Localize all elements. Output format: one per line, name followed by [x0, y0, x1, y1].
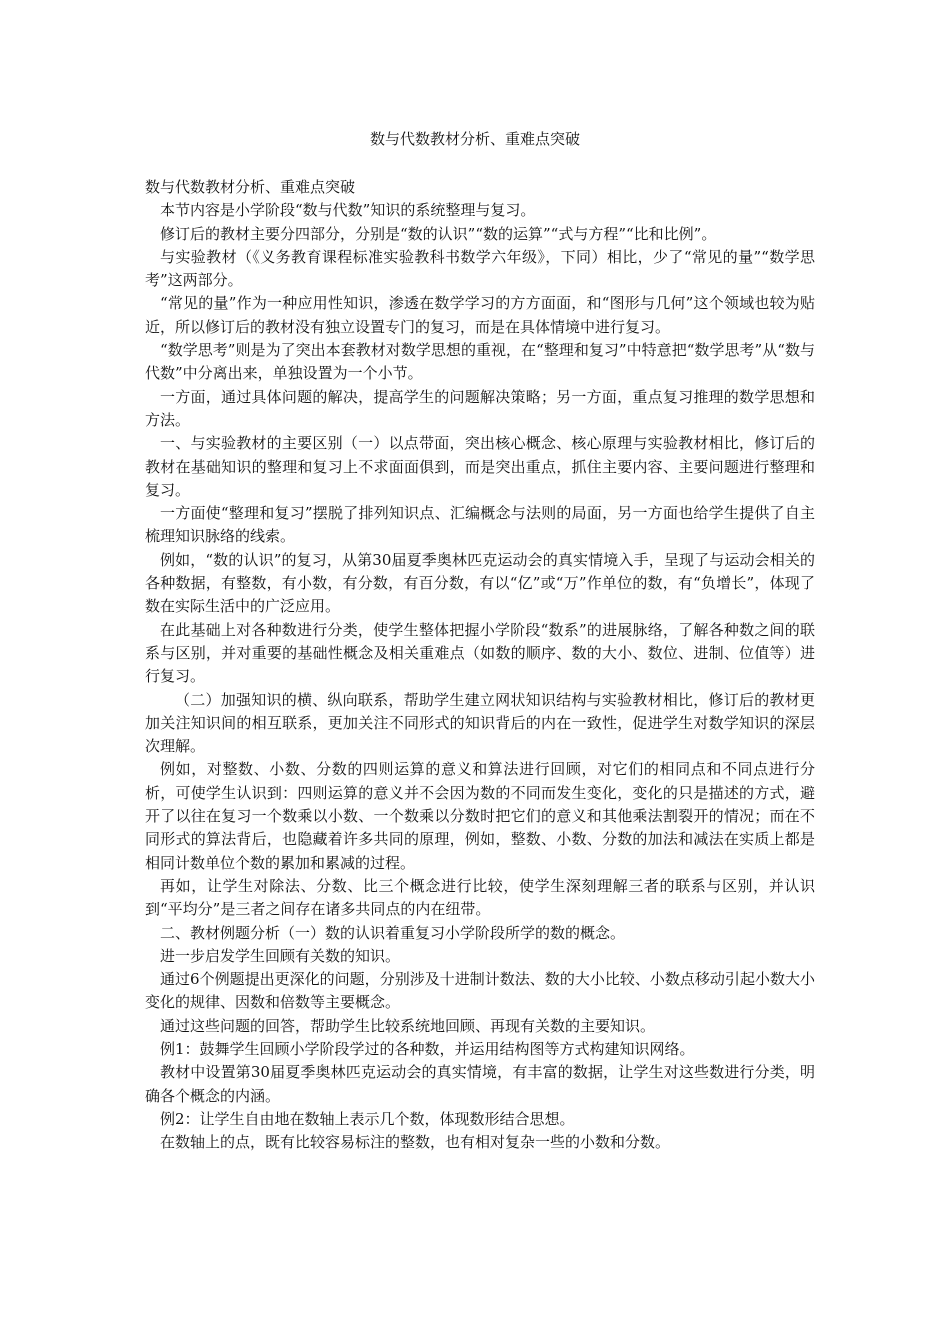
paragraph: 例如，对整数、小数、分数的四则运算的意义和算法进行回顾，对它们的相同点和不同点进行分析，可使学生认识到：四则运算的意义并不会因为数的不同而发生变化，变化的只是描述的方式，避开了以往在复习一个数乘以小数、一个数乘以分数时把它们的意义和其他乘法割裂开的情况；而在不同形式的算法背后，也隐藏着许多共同的原理，例如，整数、小数、分数的加法和减法在实质上都是相同计数单位个数的累加和累减的过程。 [145, 760, 815, 872]
paragraph: 本节内容是小学阶段“数与代数”知识的系统整理与复习。 [160, 201, 536, 220]
paragraph: 再如，让学生对除法、分数、比三个概念进行比较，使学生深刻理解三者的联系与区别，并认识到“平均分”是三者之间存在诸多共同点的内在纽带。 [145, 876, 815, 919]
paragraph: “常见的量”作为一种应用性知识，渗透在数学学习的方方面面，和“图形与几何”这个领域也较为贴近，所以修订后的教材没有独立设置专门的复习，而是在具体情境中进行复习。 [145, 294, 815, 336]
paragraph: 例2：让学生自由地在数轴上表示几个数，体现数形结合思想。 [160, 1109, 575, 1128]
paragraph: 在数轴上的点，既有比较容易标注的整数，也有相对复杂一些的小数和分数。 [160, 1133, 671, 1152]
paragraph: “数学思考”则是为了突出本套教材对数学思想的重视，在“整理和复习”中特意把“数学思考”从“数与代数”中分离出来，单独设置为一个小节。 [145, 341, 815, 383]
paragraph: 例1：鼓舞学生回顾小学阶段学过的各种数，并运用结构图等方式构建知识网络。 [160, 1039, 695, 1058]
document-body [145, 176, 815, 1154]
paragraph: 一方面使“整理和复习”摆脱了排列知识点、汇编概念与法则的局面，另一方面也给学生提供了自主梳理知识脉络的线索。 [145, 504, 815, 546]
paragraph: 通过6个例题提出更深化的问题，分别涉及十进制计数法、数的大小比较、小数点移动引起小数大小变化的规律、因数和倍数等主要概念。 [145, 970, 815, 1012]
paragraph: 二、教材例题分析（一）数的认识着重复习小学阶段所学的数的概念。 [160, 923, 626, 942]
paragraph-heading: 数与代数教材分析、重难点突破 [145, 178, 356, 196]
paragraph: （二）加强知识的横、纵向联系，帮助学生建立网状知识结构与实验教材相比，修订后的教材更加关注知识间的相互联系，更加关注不同形式的知识背后的内在一致性，促进学生对数学知识的深层次理解。 [145, 690, 815, 756]
paragraph: 教材中设置第30届夏季奥林匹克运动会的真实情境，有丰富的数据，让学生对这些数进行分类，明确各个概念的内涵。 [145, 1063, 815, 1105]
paragraph: 一、与实验教材的主要区别（一）以点带面，突出核心概念、核心原理与实验教材相比，修订后的教材在基础知识的整理和复习上不求面面俱到，而是突出重点，抓住主要内容、主要问题进行整理和复习。 [145, 434, 815, 499]
paragraph: 一方面，通过具体问题的解决，提高学生的问题解决策略；另一方面，重点复习推理的数学思想和方法。 [145, 387, 815, 429]
paragraph: 修订后的教材主要分四部分，分别是“数的认识”“数的运算”“式与方程”“比和比例”。 [160, 224, 717, 243]
paragraph: 通过这些问题的回答，帮助学生比较系统地回顾、再现有关数的主要知识。 [160, 1016, 656, 1035]
paragraph: 例如，“数的认识”的复习，从第30届夏季奥林匹克运动会的真实情境入手，呈现了与运动会相关的各种数据，有整数，有小数，有分数，有百分数，有以“亿”或“万”作单位的数，有“负增长”，体现了数在实际生活中的广泛应用。 [145, 550, 815, 616]
paragraph: 进一步启发学生回顾有关数的知识。 [160, 946, 401, 965]
document-title: 数与代数教材分析、重难点突破 [369, 130, 580, 148]
paragraph: 在此基础上对各种数进行分类，使学生整体把握小学阶段“数系”的进展脉络，了解各种数之间的联系与区别，并对重要的基础性概念及相关重难点（如数的顺序、数的大小、数位、进制、位值等）进行复习。 [145, 620, 815, 686]
paragraph: 与实验教材（《义务教育课程标准实验教科书数学六年级》，下同）相比，少了“常见的量”“数学思考”这两部分。 [145, 247, 815, 290]
